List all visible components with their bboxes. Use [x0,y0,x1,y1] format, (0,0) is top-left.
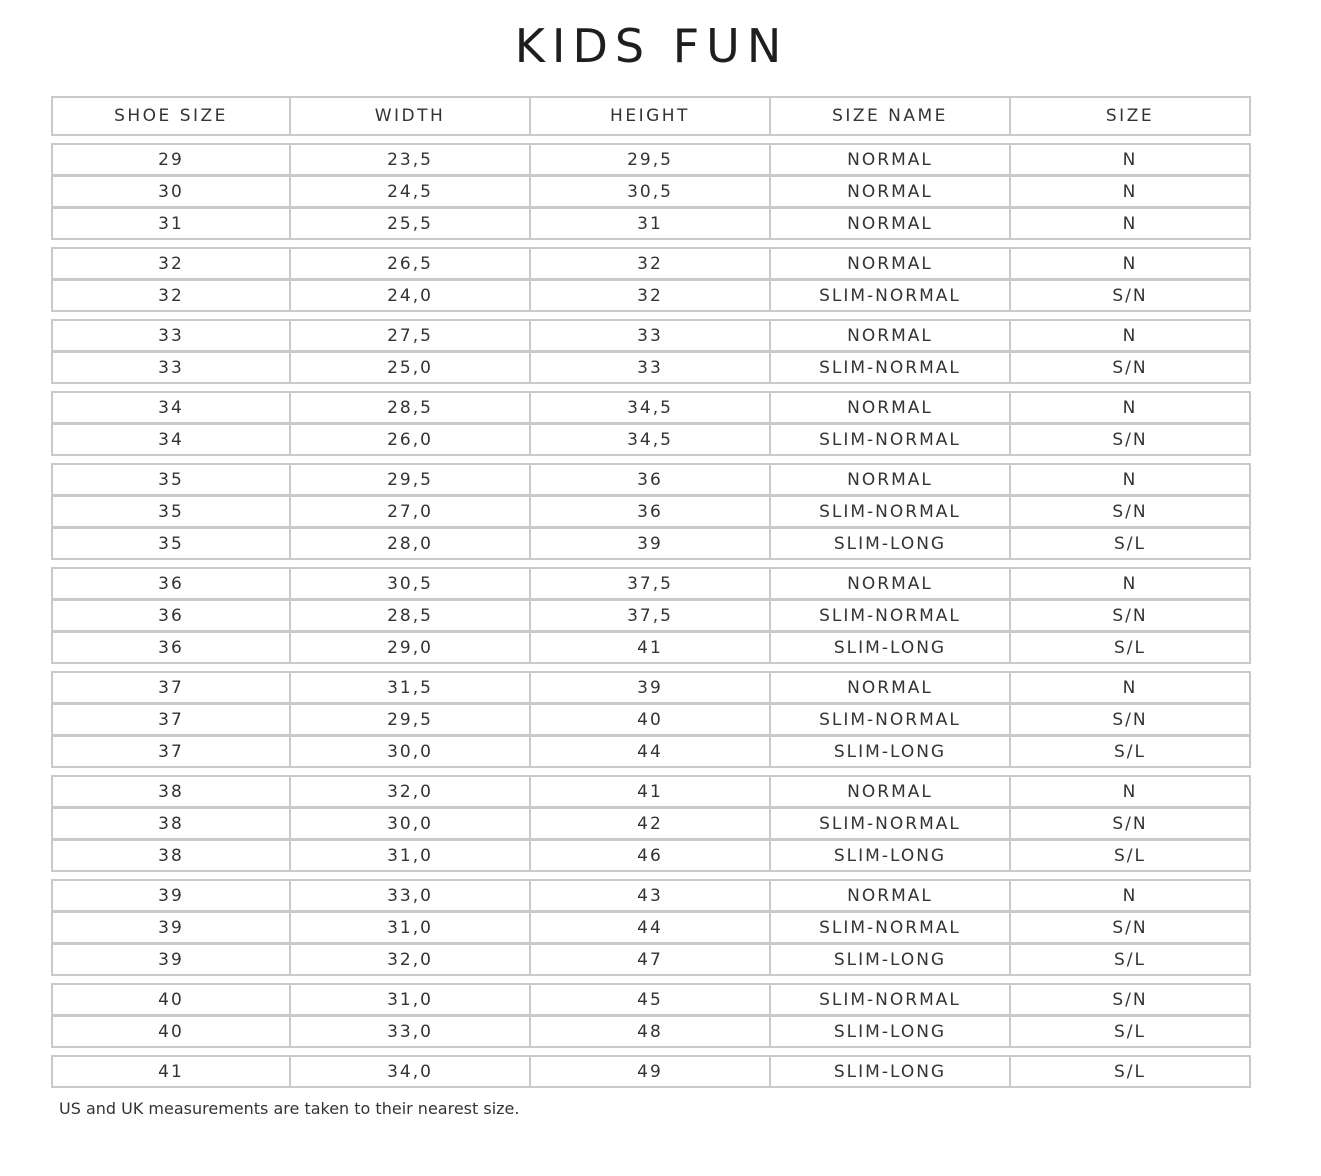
cell-height: 32 [531,279,771,312]
cell-shoe-size: 32 [51,247,291,280]
cell-size: S/N [1011,599,1251,632]
cell-size-name: SLIM-LONG [771,839,1011,872]
cell-shoe-size: 33 [51,319,291,352]
cell-size-name: SLIM-NORMAL [771,983,1011,1016]
table-row [51,736,1251,768]
cell-shoe-size: 38 [51,775,291,808]
cell-width: 32,0 [291,775,531,808]
cell-height: 36 [531,495,771,528]
cell-width: 28,0 [291,527,531,560]
cell-size: S/L [1011,631,1251,664]
cell-shoe-size: 38 [51,807,291,840]
cell-size-name: SLIM-NORMAL [771,911,1011,944]
cell-width: 26,5 [291,247,531,280]
table-row [51,775,1251,808]
cell-size-name: NORMAL [771,175,1011,208]
cell-size: S/L [1011,839,1251,872]
cell-size-name: SLIM-NORMAL [771,599,1011,632]
cell-size-name: SLIM-LONG [771,631,1011,664]
cell-size: N [1011,175,1251,208]
table-row [51,944,1251,976]
cell-shoe-size: 38 [51,839,291,872]
row-group [51,1055,1251,1088]
cell-height: 39 [531,671,771,704]
cell-size-name: NORMAL [771,247,1011,280]
cell-shoe-size: 36 [51,567,291,600]
cell-height: 33 [531,319,771,352]
row-group [51,775,1251,872]
cell-width: 32,0 [291,943,531,976]
cell-size: S/N [1011,807,1251,840]
table-body [51,143,1251,1088]
cell-shoe-size: 34 [51,423,291,456]
table-row [51,808,1251,840]
cell-height: 43 [531,879,771,912]
cell-width: 29,0 [291,631,531,664]
cell-height: 46 [531,839,771,872]
cell-width: 29,5 [291,463,531,496]
cell-size: S/N [1011,279,1251,312]
row-group [51,319,1251,384]
header-width: WIDTH [291,96,531,136]
row-group [51,143,1251,240]
cell-width: 30,0 [291,735,531,768]
cell-size: N [1011,879,1251,912]
cell-size-name: NORMAL [771,319,1011,352]
cell-shoe-size: 35 [51,527,291,560]
cell-size-name: NORMAL [771,879,1011,912]
table-row [51,567,1251,600]
table-row [51,319,1251,352]
cell-shoe-size: 35 [51,495,291,528]
cell-size: N [1011,207,1251,240]
cell-height: 39 [531,527,771,560]
cell-size-name: NORMAL [771,463,1011,496]
header-height: HEIGHT [531,96,771,136]
table-row [51,352,1251,384]
cell-width: 27,5 [291,319,531,352]
cell-size-name: SLIM-NORMAL [771,279,1011,312]
cell-shoe-size: 29 [51,143,291,176]
table-row [51,632,1251,664]
cell-size: S/L [1011,943,1251,976]
cell-height: 42 [531,807,771,840]
table-header-row [51,96,1251,136]
cell-shoe-size: 36 [51,631,291,664]
cell-height: 32 [531,247,771,280]
cell-height: 37,5 [531,567,771,600]
cell-shoe-size: 36 [51,599,291,632]
table-row [51,1055,1251,1088]
cell-width: 31,0 [291,983,531,1016]
row-group [51,391,1251,456]
table-row [51,424,1251,456]
cell-shoe-size: 30 [51,175,291,208]
cell-size-name: NORMAL [771,671,1011,704]
cell-width: 24,5 [291,175,531,208]
cell-shoe-size: 33 [51,351,291,384]
cell-width: 31,5 [291,671,531,704]
cell-height: 34,5 [531,391,771,424]
cell-width: 28,5 [291,391,531,424]
cell-width: 24,0 [291,279,531,312]
row-group [51,247,1251,312]
table-row [51,600,1251,632]
cell-size: S/N [1011,351,1251,384]
row-group [51,879,1251,976]
cell-size: S/N [1011,495,1251,528]
cell-height: 48 [531,1015,771,1048]
cell-size-name: SLIM-NORMAL [771,351,1011,384]
cell-shoe-size: 34 [51,391,291,424]
cell-size-name: NORMAL [771,567,1011,600]
cell-height: 37,5 [531,599,771,632]
table-row [51,704,1251,736]
cell-size-name: NORMAL [771,775,1011,808]
cell-size: N [1011,567,1251,600]
cell-height: 47 [531,943,771,976]
header-shoe-size: SHOE SIZE [51,96,291,136]
cell-size-name: SLIM-NORMAL [771,807,1011,840]
cell-height: 29,5 [531,143,771,176]
cell-height: 44 [531,735,771,768]
cell-shoe-size: 40 [51,1015,291,1048]
table-row [51,143,1251,176]
cell-height: 30,5 [531,175,771,208]
cell-size: N [1011,671,1251,704]
cell-size-name: SLIM-NORMAL [771,423,1011,456]
cell-size: N [1011,775,1251,808]
cell-size: S/N [1011,983,1251,1016]
cell-size: N [1011,463,1251,496]
cell-height: 36 [531,463,771,496]
row-group [51,671,1251,768]
cell-shoe-size: 39 [51,911,291,944]
cell-width: 27,0 [291,495,531,528]
cell-width: 31,0 [291,911,531,944]
cell-shoe-size: 35 [51,463,291,496]
cell-shoe-size: 37 [51,671,291,704]
cell-height: 41 [531,775,771,808]
cell-size-name: SLIM-LONG [771,943,1011,976]
row-group [51,567,1251,664]
cell-size-name: SLIM-LONG [771,735,1011,768]
cell-width: 23,5 [291,143,531,176]
cell-height: 49 [531,1055,771,1088]
cell-height: 33 [531,351,771,384]
cell-size-name: NORMAL [771,391,1011,424]
cell-width: 30,5 [291,567,531,600]
table-row [51,391,1251,424]
table-row [51,496,1251,528]
cell-shoe-size: 39 [51,943,291,976]
cell-size: N [1011,143,1251,176]
cell-shoe-size: 37 [51,735,291,768]
cell-size: S/N [1011,423,1251,456]
cell-width: 25,5 [291,207,531,240]
table-row [51,671,1251,704]
cell-size-name: SLIM-LONG [771,1055,1011,1088]
cell-size-name: NORMAL [771,207,1011,240]
cell-height: 41 [531,631,771,664]
header-size-name: SIZE NAME [771,96,1011,136]
cell-size-name: SLIM-NORMAL [771,703,1011,736]
cell-size: N [1011,391,1251,424]
table-row [51,247,1251,280]
cell-width: 28,5 [291,599,531,632]
cell-height: 44 [531,911,771,944]
table-row [51,463,1251,496]
table-row [51,840,1251,872]
row-group [51,463,1251,560]
cell-shoe-size: 40 [51,983,291,1016]
cell-height: 34,5 [531,423,771,456]
cell-width: 30,0 [291,807,531,840]
cell-width: 31,0 [291,839,531,872]
cell-size-name: NORMAL [771,143,1011,176]
table-row [51,280,1251,312]
cell-height: 31 [531,207,771,240]
cell-width: 29,5 [291,703,531,736]
table-row [51,176,1251,208]
cell-size-name: SLIM-NORMAL [771,495,1011,528]
cell-width: 33,0 [291,1015,531,1048]
table-row [51,879,1251,912]
cell-height: 40 [531,703,771,736]
footnote: US and UK measurements are taken to their nearest size. [59,1099,520,1118]
cell-width: 25,0 [291,351,531,384]
cell-width: 33,0 [291,879,531,912]
cell-width: 26,0 [291,423,531,456]
table-row [51,208,1251,240]
cell-size: S/L [1011,1015,1251,1048]
cell-shoe-size: 37 [51,703,291,736]
cell-height: 45 [531,983,771,1016]
page-title: KIDS FUN [514,19,789,73]
cell-size: S/L [1011,527,1251,560]
cell-size: S/N [1011,911,1251,944]
table-row [51,912,1251,944]
size-table [51,96,1251,1088]
cell-width: 34,0 [291,1055,531,1088]
cell-size-name: SLIM-LONG [771,1015,1011,1048]
cell-size-name: SLIM-LONG [771,527,1011,560]
cell-size: S/L [1011,1055,1251,1088]
table-row [51,528,1251,560]
cell-size: N [1011,319,1251,352]
cell-shoe-size: 31 [51,207,291,240]
cell-shoe-size: 41 [51,1055,291,1088]
cell-shoe-size: 39 [51,879,291,912]
cell-shoe-size: 32 [51,279,291,312]
cell-size: S/N [1011,703,1251,736]
table-row [51,1016,1251,1048]
table-row [51,983,1251,1016]
row-group [51,983,1251,1048]
cell-size: N [1011,247,1251,280]
cell-size: S/L [1011,735,1251,768]
header-size: SIZE [1011,96,1251,136]
